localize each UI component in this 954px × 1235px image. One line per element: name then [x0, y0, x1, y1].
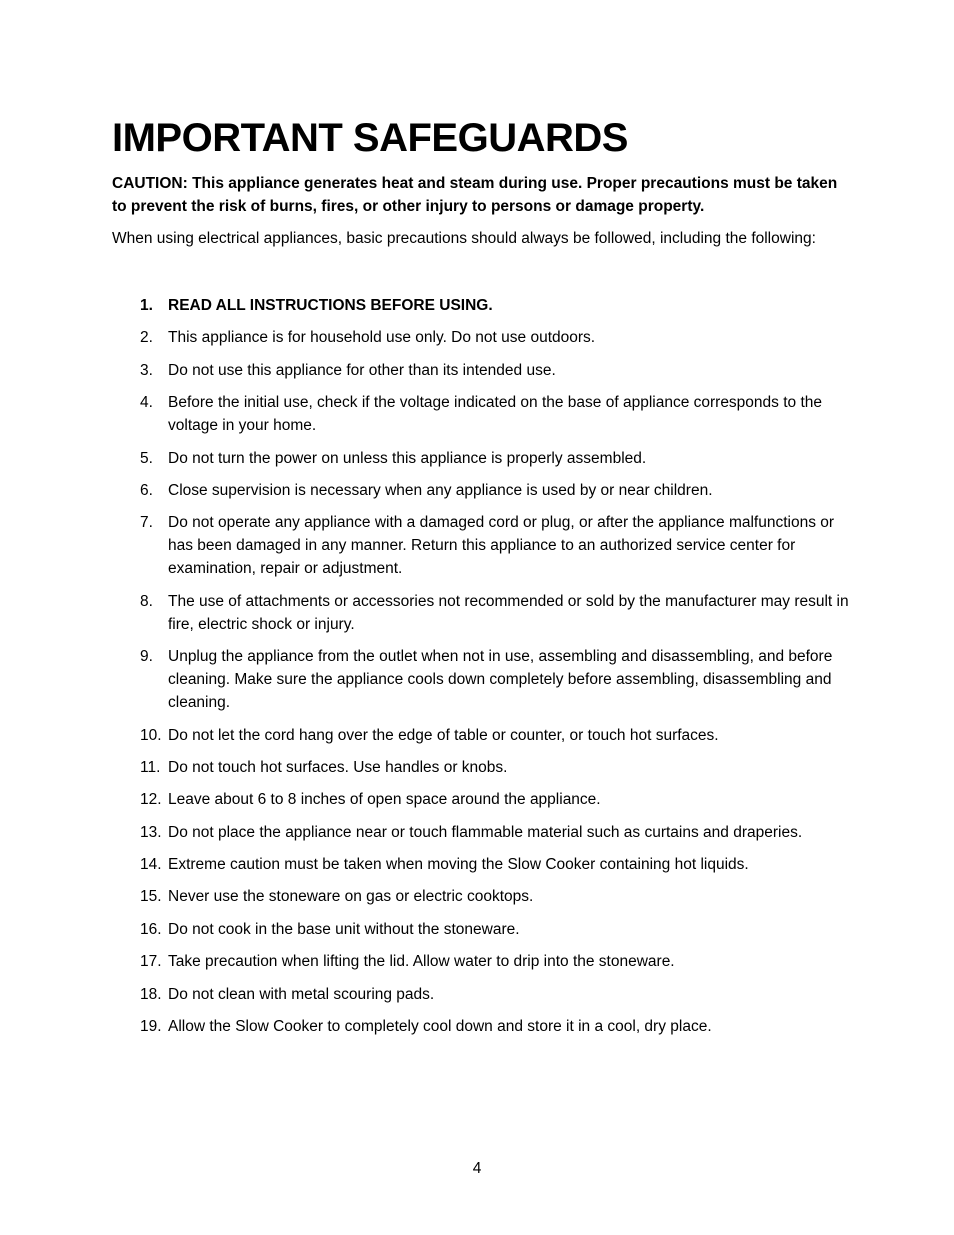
list-item-text: Close supervision is necessary when any appliance is used by or near children. [168, 481, 713, 499]
list-item-text: Unplug the appliance from the outlet when not in use, assembling and disassembling, and before cleaning. Make sure the appliance cools down completely before assembling, disassembling and cleaning. [168, 648, 833, 712]
list-item [112, 645, 852, 714]
list-item-text: This appliance is for household use only. Do not use outdoors. [168, 329, 596, 347]
page-title: IMPORTANT SAFEGUARDS [112, 116, 628, 160]
list-item [112, 950, 852, 973]
list-item-text: Do not clean with metal scouring pads. [168, 985, 435, 1003]
page-number: 4 [472, 1160, 482, 1177]
list-item-number: 12. [140, 791, 162, 809]
list-item-text: Do not turn the power on unless this appliance is properly assembled. [168, 449, 647, 467]
list-item-number: 9. [140, 648, 153, 666]
list-item [112, 788, 852, 811]
list-item [112, 326, 852, 349]
safeguards-list [112, 294, 852, 1047]
list-item-number: 19. [140, 1018, 162, 1036]
list-item-text: Do not use this appliance for other than its intended use. [168, 361, 556, 379]
list-item-text: Do not cook in the base unit without the stoneware. [168, 920, 520, 938]
list-item-number: 5. [140, 449, 153, 467]
list-item-text: Before the initial use, check if the voltage indicated on the base of appliance corresponds to the voltage in your home. [168, 394, 823, 435]
list-item-number: 10. [140, 726, 162, 744]
list-item [112, 983, 852, 1006]
list-item-text: Leave about 6 to 8 inches of open space around the appliance. [168, 791, 601, 809]
list-item [112, 447, 852, 470]
list-item-text: Do not let the cord hang over the edge of table or counter, or touch hot surfaces. [168, 726, 719, 744]
list-item-text: Allow the Slow Cooker to completely cool down and store it in a cool, dry place. [168, 1018, 712, 1036]
list-item-text: Do not touch hot surfaces. Use handles or knobs. [168, 758, 508, 776]
list-item-text: READ ALL INSTRUCTIONS BEFORE USING. [168, 297, 493, 314]
list-item-text: Do not operate any appliance with a damaged cord or plug, or after the appliance malfunctions or has been damaged in any manner. Return this appliance to an authorized service center for examination, repair or adjustment. [168, 514, 835, 578]
list-item [112, 391, 852, 437]
intro-paragraph: When using electrical appliances, basic precautions should always be followed, including the following: [112, 230, 816, 247]
caution-paragraph: CAUTION: This appliance generates heat and steam during use. Proper precautions must be taken to prevent the risk of burns, fires, or other injury to persons or damage property. [112, 175, 838, 215]
list-item-number: 6. [140, 481, 153, 499]
list-item [112, 511, 852, 580]
list-item [112, 853, 852, 876]
list-item-number: 1. [140, 297, 153, 314]
list-item-number: 4. [140, 394, 153, 412]
list-item-number: 13. [140, 823, 162, 841]
list-item-number: 18. [140, 985, 162, 1003]
list-item [112, 756, 852, 779]
list-item [112, 724, 852, 747]
list-item-number: 2. [140, 329, 153, 347]
list-item-number: 17. [140, 953, 162, 971]
list-item [112, 359, 852, 382]
list-item [112, 479, 852, 502]
list-item-text: Never use the stoneware on gas or electric cooktops. [168, 888, 534, 906]
list-item [112, 294, 852, 317]
list-item-number: 8. [140, 592, 153, 610]
list-item [112, 885, 852, 908]
list-item [112, 821, 852, 844]
list-item-text: The use of attachments or accessories not recommended or sold by the manufacturer may result in fire, electric shock or injury. [168, 592, 849, 633]
list-item [112, 918, 852, 941]
list-item [112, 590, 852, 636]
list-item-number: 3. [140, 361, 153, 379]
list-item-number: 7. [140, 514, 153, 532]
list-item-text: Take precaution when lifting the lid. Allow water to drip into the stoneware. [168, 953, 675, 971]
list-item-text: Extreme caution must be taken when moving the Slow Cooker containing hot liquids. [168, 856, 749, 874]
list-item-number: 14. [140, 856, 162, 874]
list-item [112, 1015, 852, 1038]
list-item-number: 15. [140, 888, 162, 906]
list-item-number: 11. [140, 758, 161, 776]
list-item-text: Do not place the appliance near or touch flammable material such as curtains and draperies. [168, 823, 803, 841]
list-item-number: 16. [140, 920, 162, 938]
